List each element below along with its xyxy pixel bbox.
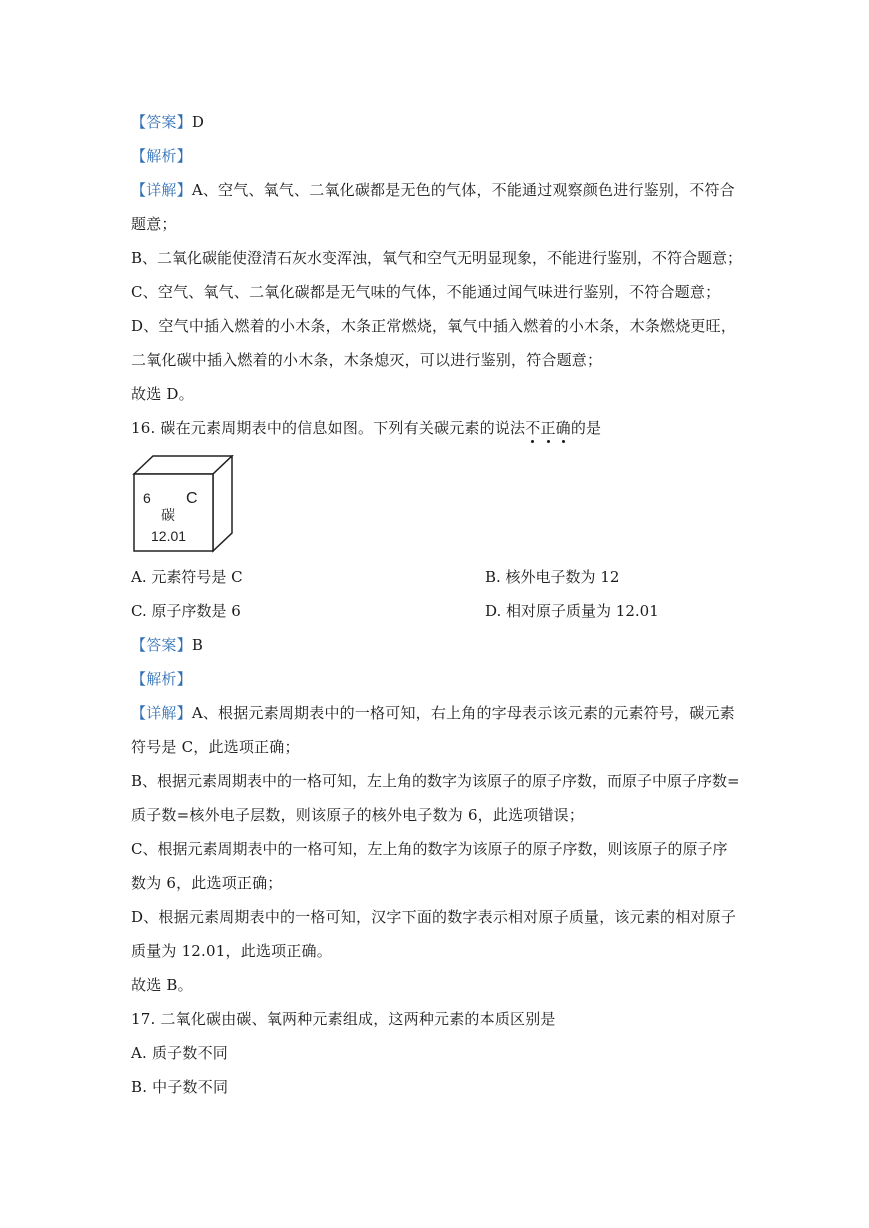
q16-option-b: B. 核外电子数为 12 [485,568,620,586]
q15-detail-line-6: 二氧化碳中插入燃着的小木条，木条熄灭，可以进行鉴别，符合题意； [131,351,603,369]
q16-option-c: C. 原子序数是 6 [131,602,241,620]
q15-detail-line-7: 故选 D。 [131,385,194,403]
q16-stem-emphasis-1: 不 [525,419,541,437]
answer-value: B [191,636,204,654]
element-cube-drawing [131,455,235,555]
q16-detail-line-3: B、根据元素周期表中的一格可知，左上角的数字为该原子的原子序数，而原子中原子序数= [131,772,740,790]
q15-analysis-tag: 【解析】 [131,147,192,165]
q15-detail-line-5: D、空气中插入燃着的小木条，木条正常燃烧，氧气中插入燃着的小木条，木条燃烧更旺， [131,317,737,335]
element-symbol: C [186,490,198,507]
q15-answer [131,112,204,132]
q17-stem: 17. 二氧化碳由碳、氧两种元素组成，这两种元素的本质区别是 [131,1010,556,1028]
q16-detail-line-8: 质量为 12.01，此选项正确。 [131,942,332,960]
q16-detail-line-4: 质子数=核外电子层数，则该原子的核外电子数为 6，此选项错误； [131,806,585,824]
answer-tag: 【答案】 [131,636,192,654]
q16-answer [131,635,203,655]
detail-tag: 【详解】 [131,704,192,722]
q16-stem [131,418,601,438]
q17-option-b: B. 中子数不同 [131,1078,229,1096]
q16-detail-line-2: 符号是 C，此选项正确； [131,738,300,756]
q16-detail-line-5: C、根据元素周期表中的一格可知，左上角的数字为该原子的原子序数，则该原子的原子序 [131,840,728,858]
q15-detail-line-4: C、空气、氧气、二氧化碳都是无气味的气体，不能通过闻气味进行鉴别，不符合题意； [131,283,721,301]
q16-analysis-tag: 【解析】 [131,670,192,688]
q16-stem-emphasis-2: 正 [540,419,556,437]
q16-stem-emphasis-3: 确 [555,419,571,437]
detail-tag: 【详解】 [131,181,192,199]
q15-detail-line-3: B、二氧化碳能使澄清石灰水变浑浊，氧气和空气无明显现象，不能进行鉴别，不符合题意； [131,249,743,267]
q15-detail-line-1 [131,180,735,200]
q16-option-d: D. 相对原子质量为 12.01 [485,602,659,620]
q16-detail-line-7: D、根据元素周期表中的一格可知，汉字下面的数字表示相对原子质量，该元素的相对原子 [131,908,737,926]
q15-detail-line-2: 题意； [131,215,177,233]
q16-detail-line-6: 数为 6，此选项正确； [131,874,283,892]
detail-text: A、空气、氧气、二氧化碳都是无色的气体，不能通过观察颜色进行鉴别，不符合 [191,181,735,199]
q16-detail-line-1 [131,703,735,723]
element-atomic-number: 6 [143,490,151,506]
answer-value: D [191,113,205,131]
detail-text: A、根据元素周期表中的一格可知，右上角的字母表示该元素的元素符号，碳元素 [191,704,735,722]
q16-stem-before: 16. 碳在元素周期表中的信息如图。下列有关碳元素的说法 [131,419,526,437]
q16-detail-line-9: 故选 B。 [131,976,193,994]
element-atomic-mass: 12.01 [151,528,187,544]
q16-stem-after: 的是 [570,419,602,437]
carbon-element-figure [131,455,235,555]
q16-option-a: A. 元素符号是 C [131,568,243,586]
q17-option-a: A. 质子数不同 [131,1044,228,1062]
element-name: 碳 [161,508,175,524]
answer-tag: 【答案】 [131,113,192,131]
